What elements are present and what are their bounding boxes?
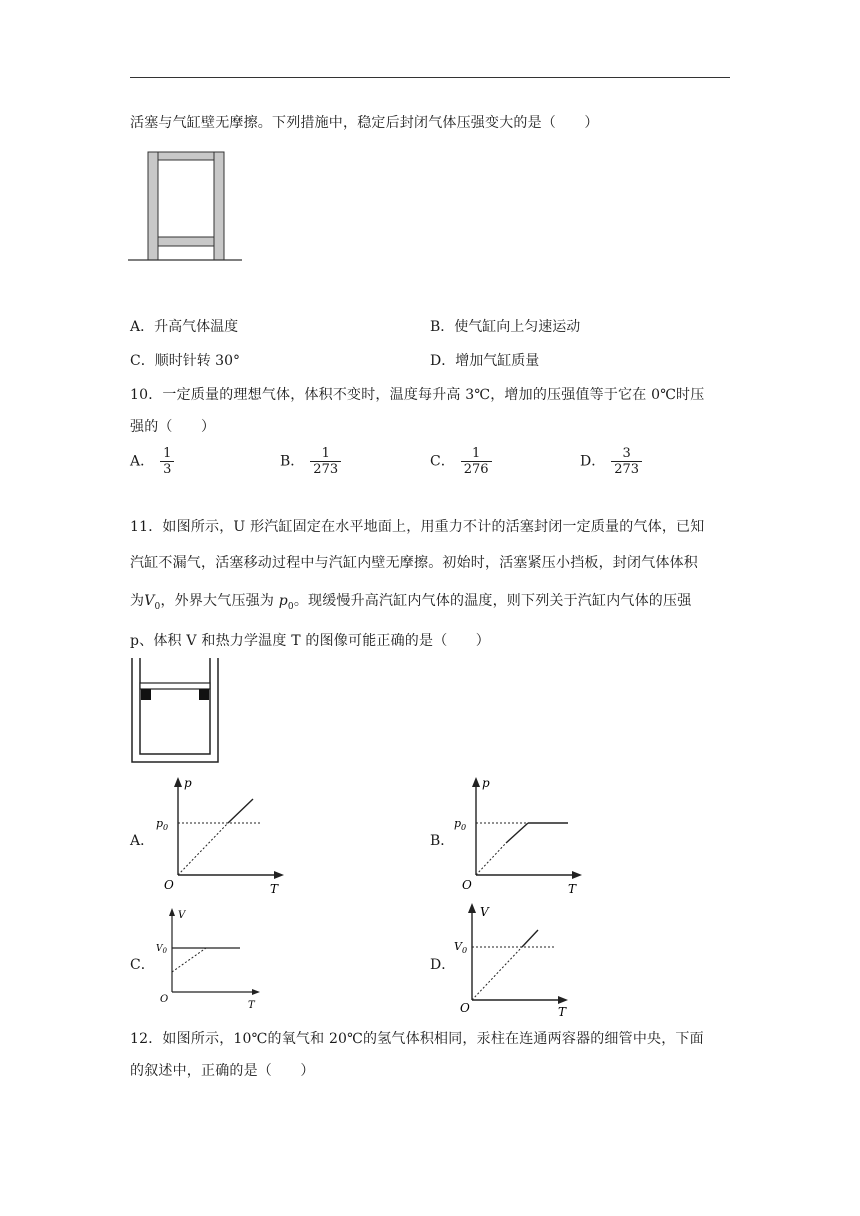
q11-option-c-label[interactable]: C． <box>130 957 155 973</box>
fraction: $\frac{1}{273}$ <box>310 446 341 477</box>
q11-u-cylinder-figure <box>128 656 224 766</box>
q9-option-a[interactable]: A．升高气体温度 <box>130 319 239 335</box>
q10-option-d[interactable]: D． $\frac{3}{273}$ <box>580 446 642 477</box>
q11-stem-line2: 汽缸不漏气，活塞移动过程中与汽缸内壁无摩擦。初始时，活塞紧压小挡板，封闭气体体积 <box>130 555 698 571</box>
q11-graph-c[interactable] <box>150 906 270 1010</box>
p0-label: $p_0$ <box>156 817 169 832</box>
q9-option-d[interactable]: D．增加气缸质量 <box>430 353 540 369</box>
q9-stem: 活塞与气缸壁无摩擦。下列措施中，稳定后封闭气体压强变大的是（ ） <box>130 115 599 131</box>
q10-stem-line1: 10．一定质量的理想气体，体积不变时，温度每升高 3℃，增加的压强值等于它在 0℃时压 <box>130 387 705 403</box>
axis-label-t: T <box>568 882 577 895</box>
v0-label: $V_0$ <box>156 944 167 955</box>
fraction: $\frac{1}{276}$ <box>461 446 492 477</box>
q10-option-c[interactable]: C． $\frac{1}{276}$ <box>430 446 492 477</box>
axis-label-t: T <box>270 882 279 895</box>
axis-label-p: p <box>482 776 490 790</box>
axis-label-t: T <box>558 1005 567 1018</box>
header-rule <box>130 77 730 78</box>
q11-stem-line1: 11．如图所示，U 形汽缸固定在水平地面上，用重力不计的活塞封闭一定质量的气体，已知 <box>130 519 705 535</box>
origin-label: O <box>462 878 472 892</box>
origin-label: O <box>160 994 169 1005</box>
q10-stem-line2: 强的（ ） <box>130 419 216 435</box>
q10-option-a[interactable]: A． $\frac{1}{3}$ <box>130 446 174 477</box>
v0-label: $V_0$ <box>454 940 468 955</box>
axis-label-v: V <box>480 905 489 919</box>
q12-stem-line2: 的叙述中，正确的是（ ） <box>130 1063 315 1079</box>
q9-option-b[interactable]: B．使气缸向上匀速运动 <box>430 319 581 335</box>
origin-label: O <box>164 878 174 892</box>
fraction: $\frac{1}{3}$ <box>160 446 174 477</box>
fraction: $\frac{3}{273}$ <box>611 446 642 477</box>
q11-option-b-label[interactable]: B． <box>430 833 455 849</box>
origin-label: O <box>460 1001 470 1015</box>
q11-graph-a[interactable] <box>150 775 290 895</box>
axis-label-t: T <box>248 1000 255 1010</box>
q11-stem-line3: 为$V_0$，外界大气压强为 $p_0$。现缓慢升高汽缸内气体的温度，则下列关于汽缸内气体的压强 <box>130 593 692 612</box>
q12-stem-line1: 12．如图所示，10℃的氧气和 20℃的氢气体积相同，汞柱在连通两容器的细管中央，下面 <box>130 1031 704 1047</box>
q11-option-a-label[interactable]: A． <box>130 833 155 849</box>
q11-graph-b[interactable] <box>448 775 588 895</box>
p0-label: $p_0$ <box>454 817 467 832</box>
q10-option-b[interactable]: B． $\frac{1}{273}$ <box>280 446 341 477</box>
q11-graph-d[interactable] <box>448 900 588 1018</box>
q9-cylinder-figure <box>128 150 244 264</box>
q11-option-d-label[interactable]: D． <box>430 957 456 973</box>
q9-option-c[interactable]: C．顺时针转 30° <box>130 353 240 369</box>
axis-label-v: V <box>178 910 186 921</box>
axis-label-p: p <box>184 776 192 790</box>
q11-stem-line4: p、体积 V 和热力学温度 T 的图像可能正确的是（ ） <box>130 633 491 649</box>
